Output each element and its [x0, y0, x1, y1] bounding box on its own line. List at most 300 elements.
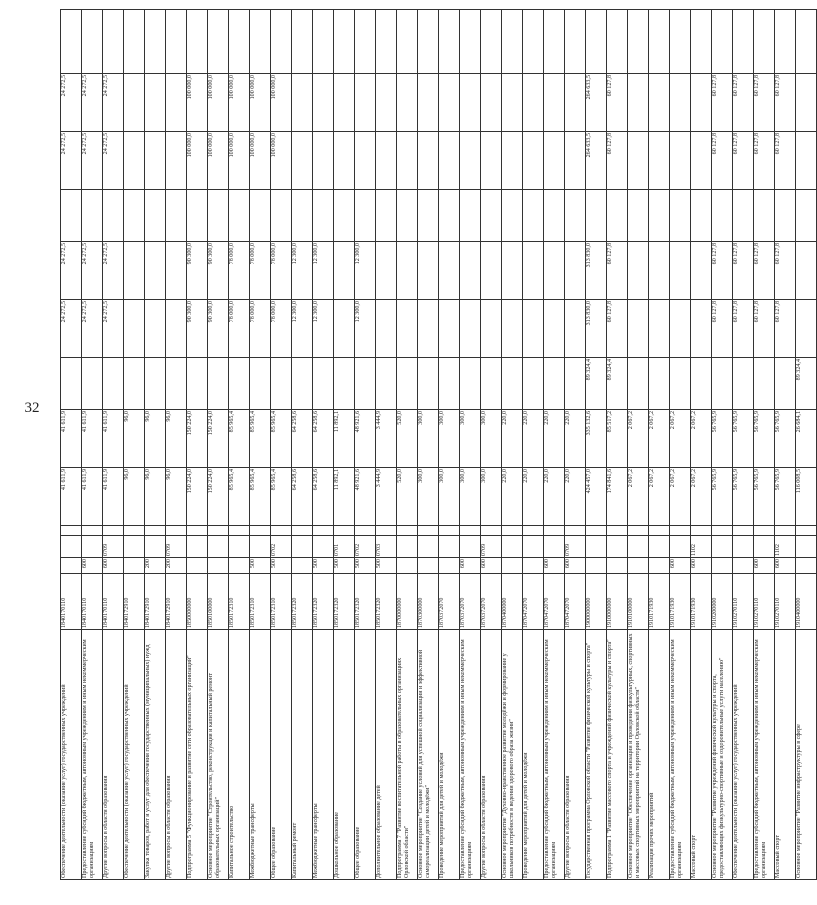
row-value-2: 300,0 — [439, 410, 460, 468]
row-section: 0702 — [271, 536, 292, 558]
row-value-2: 220,0 — [502, 410, 523, 468]
row-value-1: 56 765,9 — [754, 468, 775, 526]
row-value-1: 220,0 — [544, 468, 565, 526]
row-value-1: 220,0 — [565, 468, 586, 526]
row-value-8 — [628, 74, 649, 132]
row-value-2: 56 765,9 — [775, 410, 796, 468]
row-name: Реализация прочих мероприятий — [649, 630, 670, 880]
row-value-8 — [523, 74, 544, 132]
row-name: Проведение мероприятий для детей и молодёжи — [439, 630, 460, 880]
row-value-3: 89 324,4 — [586, 358, 607, 410]
row-value-8 — [397, 74, 418, 132]
row-section: 0701 — [334, 536, 355, 558]
row-value-3 — [523, 358, 544, 410]
row-value-9 — [502, 10, 523, 74]
table-row — [103, 10, 124, 880]
row-value-4 — [796, 300, 817, 358]
row-value-8 — [481, 74, 502, 132]
row-value-7: 100 000,0 — [250, 132, 271, 190]
table-row — [397, 10, 418, 880]
row-value-7 — [166, 132, 187, 190]
row-code: 1910200000 — [712, 574, 733, 630]
row-value-2: 335 132,6 — [586, 410, 607, 468]
row-value-7 — [544, 132, 565, 190]
row-value-7 — [334, 132, 355, 190]
row-value-8: 60 127,8 — [733, 74, 754, 132]
row-value-7 — [796, 132, 817, 190]
row-code: 1840170110 — [61, 574, 82, 630]
row-value-3 — [712, 358, 733, 410]
row-value-2: 220,0 — [523, 410, 544, 468]
row-value-4: 24 272,5 — [61, 300, 82, 358]
row-value-7 — [439, 132, 460, 190]
row-value-7: 100 000,0 — [271, 132, 292, 190]
row-value-5 — [628, 242, 649, 300]
row-value-5: 60 127,8 — [733, 242, 754, 300]
row-value-2: 96,0 — [124, 410, 145, 468]
row-value-9 — [292, 10, 313, 74]
row-value-9 — [481, 10, 502, 74]
row-section — [439, 536, 460, 558]
row-value-1: 220,0 — [523, 468, 544, 526]
row-value-2: 85 965,4 — [229, 410, 250, 468]
row-code: 1910000000 — [607, 574, 628, 630]
row-expense-type — [124, 558, 145, 574]
row-value-5 — [145, 242, 166, 300]
row-value-8 — [502, 74, 523, 132]
row-value-7: 264 633,5 — [586, 132, 607, 190]
row-value-5 — [124, 242, 145, 300]
row-value-5 — [691, 242, 712, 300]
row-section: 0702 — [355, 536, 376, 558]
row-value-6 — [166, 190, 187, 242]
row-value-4: 12 300,0 — [313, 300, 334, 358]
row-value-3 — [145, 358, 166, 410]
row-expense-type: 500 — [376, 558, 397, 574]
row-code: 1850172320 — [334, 574, 355, 630]
row-blank — [166, 526, 187, 536]
row-value-2: 64 258,6 — [292, 410, 313, 468]
row-name: Проведение мероприятий для детей и молодёжи — [523, 630, 544, 880]
row-value-8: 100 000,0 — [250, 74, 271, 132]
row-value-9 — [208, 10, 229, 74]
row-section — [82, 536, 103, 558]
row-value-2: 220,0 — [565, 410, 586, 468]
row-section — [628, 536, 649, 558]
row-section — [523, 536, 544, 558]
row-value-2: 56 765,9 — [712, 410, 733, 468]
row-value-3 — [103, 358, 124, 410]
row-name: Другие вопросы в области образования — [565, 630, 586, 880]
row-value-9 — [124, 10, 145, 74]
row-name: Предоставление субсидий бюджетным, автономным учреждениям и иным некоммерческим организациям — [82, 630, 103, 880]
row-value-2: 3 444,9 — [376, 410, 397, 468]
table-row — [586, 10, 607, 880]
row-value-6 — [544, 190, 565, 242]
row-blank — [145, 526, 166, 536]
row-name: Межбюджетные трансферты — [250, 630, 271, 880]
row-value-3: 89 324,4 — [796, 358, 817, 410]
row-value-5 — [376, 242, 397, 300]
row-blank — [670, 526, 691, 536]
row-expense-type — [502, 558, 523, 574]
row-value-9 — [334, 10, 355, 74]
row-value-3 — [439, 358, 460, 410]
row-value-5: 90 300,0 — [208, 242, 229, 300]
row-value-1: 41 611,9 — [82, 468, 103, 526]
row-value-4: 60 127,8 — [775, 300, 796, 358]
row-name: Предоставление субсидий бюджетным, автономным учреждениям и иным некоммерческим организациям — [460, 630, 481, 880]
row-value-4 — [523, 300, 544, 358]
row-value-1: 2 067,2 — [649, 468, 670, 526]
row-value-4 — [460, 300, 481, 358]
row-value-2: 520,0 — [397, 410, 418, 468]
row-value-8: 100 000,0 — [229, 74, 250, 132]
row-section — [229, 536, 250, 558]
row-value-8 — [691, 74, 712, 132]
row-value-7 — [628, 132, 649, 190]
row-name: Обеспечение деятельности (оказание услуг) государственных учреждений — [61, 630, 82, 880]
row-section — [796, 536, 817, 558]
row-value-5 — [166, 242, 187, 300]
row-value-1: 2 067,2 — [628, 468, 649, 526]
row-name: Дошкольное образование — [334, 630, 355, 880]
row-value-5: 78 000,0 — [250, 242, 271, 300]
row-value-7 — [481, 132, 502, 190]
row-value-1: 300,0 — [460, 468, 481, 526]
row-value-9 — [586, 10, 607, 74]
row-value-7 — [460, 132, 481, 190]
row-blank — [754, 526, 775, 536]
row-value-4 — [628, 300, 649, 358]
row-code: 1850172310 — [271, 574, 292, 630]
row-value-3 — [166, 358, 187, 410]
table-row — [166, 10, 187, 880]
row-value-6 — [271, 190, 292, 242]
row-expense-type: 200 — [166, 558, 187, 574]
row-value-8 — [313, 74, 334, 132]
row-value-1: 300,0 — [481, 468, 502, 526]
row-blank — [628, 526, 649, 536]
row-value-9 — [166, 10, 187, 74]
row-value-9 — [229, 10, 250, 74]
row-code: 1850172320 — [355, 574, 376, 630]
row-value-8 — [376, 74, 397, 132]
row-value-4: 78 000,0 — [229, 300, 250, 358]
row-value-5 — [418, 242, 439, 300]
row-value-3 — [397, 358, 418, 410]
row-blank — [334, 526, 355, 536]
row-name: Основное мероприятие "Обеспечение организации и проведения физкультурных, спортивных и массовых спортивных мероприятий на территории Орловской области" — [628, 630, 649, 880]
row-section — [250, 536, 271, 558]
row-section: 0709 — [103, 536, 124, 558]
row-value-9 — [313, 10, 334, 74]
row-code: 1840170110 — [82, 574, 103, 630]
budget-table-container — [60, 10, 802, 880]
row-expense-type: 600 — [481, 558, 502, 574]
row-value-4 — [397, 300, 418, 358]
row-name: Общее образование — [271, 630, 292, 880]
row-value-6 — [376, 190, 397, 242]
row-value-3 — [208, 358, 229, 410]
row-section: 0709 — [565, 536, 586, 558]
row-value-8 — [796, 74, 817, 132]
row-code: 1840170110 — [103, 574, 124, 630]
row-value-7 — [523, 132, 544, 190]
row-value-9 — [796, 10, 817, 74]
row-value-8: 100 000,0 — [187, 74, 208, 132]
table-row — [544, 10, 565, 880]
row-value-8: 60 127,8 — [712, 74, 733, 132]
row-value-3 — [292, 358, 313, 410]
row-value-5: 12 300,0 — [355, 242, 376, 300]
row-name: Другие вопросы в области образования — [481, 630, 502, 880]
row-name: Подпрограмма 1 "Развитие массового спорта и учреждений физической культуры и спорта" — [607, 630, 628, 880]
row-expense-type: 600 — [691, 558, 712, 574]
row-value-2: 300,0 — [418, 410, 439, 468]
row-value-7 — [355, 132, 376, 190]
row-expense-type — [586, 558, 607, 574]
row-expense-type: 600 — [460, 558, 481, 574]
row-value-2: 26 684,1 — [796, 410, 817, 468]
row-code: 1850000000 — [187, 574, 208, 630]
row-value-8 — [565, 74, 586, 132]
row-blank — [481, 526, 502, 536]
row-value-9 — [544, 10, 565, 74]
row-value-4: 90 300,0 — [208, 300, 229, 358]
row-value-3 — [418, 358, 439, 410]
row-value-2: 41 611,9 — [61, 410, 82, 468]
row-value-2: 85 965,4 — [250, 410, 271, 468]
row-value-1: 85 965,4 — [271, 468, 292, 526]
row-name: Закупка товаров, работ и услуг для обеспечения государственных (муниципальных) нужд — [145, 630, 166, 880]
row-code: 1850172310 — [250, 574, 271, 630]
row-expense-type — [292, 558, 313, 574]
row-value-8 — [544, 74, 565, 132]
row-code: 1910270110 — [754, 574, 775, 630]
row-value-8: 100 000,0 — [208, 74, 229, 132]
row-value-4: 78 000,0 — [271, 300, 292, 358]
row-value-2: 41 611,9 — [82, 410, 103, 468]
row-value-7: 24 272,5 — [61, 132, 82, 190]
row-value-1: 300,0 — [418, 468, 439, 526]
table-row — [691, 10, 712, 880]
row-value-7: 60 127,8 — [607, 132, 628, 190]
row-section — [649, 536, 670, 558]
row-value-5: 60 127,8 — [754, 242, 775, 300]
row-value-1: 220,0 — [502, 468, 523, 526]
row-section — [313, 536, 334, 558]
row-code: 1840172910 — [145, 574, 166, 630]
row-expense-type: 500 — [334, 558, 355, 574]
row-value-3 — [355, 358, 376, 410]
row-value-1: 64 258,6 — [313, 468, 334, 526]
row-blank — [586, 526, 607, 536]
table-row — [649, 10, 670, 880]
row-value-7: 60 127,8 — [712, 132, 733, 190]
row-name: Межбюджетные трансферты — [313, 630, 334, 880]
row-value-8 — [418, 74, 439, 132]
row-value-3 — [313, 358, 334, 410]
row-value-4 — [376, 300, 397, 358]
row-value-3 — [460, 358, 481, 410]
row-value-2: 2 067,2 — [649, 410, 670, 468]
row-value-4: 60 127,8 — [754, 300, 775, 358]
row-value-7 — [649, 132, 670, 190]
row-expense-type — [61, 558, 82, 574]
row-section — [124, 536, 145, 558]
row-name: Государственная программа Орловской области "Развитие физической культуры и спорта" — [586, 630, 607, 880]
row-expense-type: 500 — [313, 558, 334, 574]
row-section — [733, 536, 754, 558]
row-value-3 — [628, 358, 649, 410]
row-value-6 — [502, 190, 523, 242]
row-value-8 — [439, 74, 460, 132]
row-value-2: 220,0 — [544, 410, 565, 468]
table-row — [481, 10, 502, 880]
row-name: Подпрограмма 5 "Функционирование и развитие сети образовательных организаций" — [187, 630, 208, 880]
row-name: Основное мероприятие "Духовно-нравственное развитие молодёжи и формирование у школьников потребности в ведении здорового образа жизни" — [502, 630, 523, 880]
row-value-9 — [523, 10, 544, 74]
row-value-5 — [565, 242, 586, 300]
row-value-6 — [565, 190, 586, 242]
row-value-1: 300,0 — [439, 468, 460, 526]
row-blank — [544, 526, 565, 536]
row-value-5: 60 127,8 — [712, 242, 733, 300]
row-value-5 — [481, 242, 502, 300]
row-value-7: 24 272,5 — [82, 132, 103, 190]
row-value-2: 48 921,6 — [355, 410, 376, 468]
row-name: Капитальный ремонт — [292, 630, 313, 880]
row-blank — [607, 526, 628, 536]
row-value-7: 100 000,0 — [208, 132, 229, 190]
table-row — [754, 10, 775, 880]
row-value-9 — [145, 10, 166, 74]
row-expense-type — [523, 558, 544, 574]
row-name: Основное мероприятие "Развитие инфраструктуры в сфере — [796, 630, 817, 880]
row-value-9 — [271, 10, 292, 74]
row-value-1: 150 224,0 — [187, 468, 208, 526]
row-name: Предоставление субсидий бюджетным, автономным учреждениям и иным некоммерческим организациям — [544, 630, 565, 880]
row-value-7 — [292, 132, 313, 190]
row-value-5 — [334, 242, 355, 300]
table-row — [733, 10, 754, 880]
row-value-8 — [460, 74, 481, 132]
row-value-4: 78 000,0 — [250, 300, 271, 358]
row-value-9 — [565, 10, 586, 74]
row-value-7 — [313, 132, 334, 190]
page-number: 32 — [24, 400, 40, 416]
row-value-3 — [187, 358, 208, 410]
row-value-2: 96,0 — [145, 410, 166, 468]
row-value-5: 313 830,0 — [586, 242, 607, 300]
row-expense-type — [796, 558, 817, 574]
row-value-5 — [649, 242, 670, 300]
table-row — [565, 10, 586, 880]
row-expense-type: 600 — [103, 558, 124, 574]
row-code: 1850100000 — [208, 574, 229, 630]
row-value-1: 48 921,6 — [355, 468, 376, 526]
row-value-4: 60 127,8 — [733, 300, 754, 358]
row-value-9 — [187, 10, 208, 74]
row-value-5: 60 127,8 — [607, 242, 628, 300]
row-value-9 — [103, 10, 124, 74]
row-value-5 — [460, 242, 481, 300]
row-value-5 — [502, 242, 523, 300]
row-code: 1870300000 — [418, 574, 439, 630]
row-value-9 — [439, 10, 460, 74]
row-section — [712, 536, 733, 558]
table-row — [670, 10, 691, 880]
row-blank — [775, 526, 796, 536]
row-value-8: 60 127,8 — [607, 74, 628, 132]
row-blank — [712, 526, 733, 536]
row-value-8 — [124, 74, 145, 132]
row-expense-type: 600 — [544, 558, 565, 574]
row-expense-type — [439, 558, 460, 574]
row-expense-type: 500 — [271, 558, 292, 574]
row-value-7 — [145, 132, 166, 190]
row-code: 1910270110 — [733, 574, 754, 630]
row-value-6 — [397, 190, 418, 242]
row-value-1: 150 224,0 — [208, 468, 229, 526]
row-value-2: 85 517,2 — [607, 410, 628, 468]
row-value-4: 60 127,8 — [607, 300, 628, 358]
row-blank — [439, 526, 460, 536]
row-value-2: 41 611,9 — [103, 410, 124, 468]
row-value-8: 100 000,0 — [271, 74, 292, 132]
row-value-9 — [691, 10, 712, 74]
row-expense-type: 600 — [670, 558, 691, 574]
row-value-4: 24 272,5 — [103, 300, 124, 358]
table-row — [523, 10, 544, 880]
row-value-7: 100 000,0 — [229, 132, 250, 190]
row-expense-type — [208, 558, 229, 574]
row-value-3 — [649, 358, 670, 410]
row-value-2: 2 067,2 — [628, 410, 649, 468]
row-value-2: 56 765,9 — [733, 410, 754, 468]
row-value-3 — [82, 358, 103, 410]
row-value-9 — [418, 10, 439, 74]
row-blank — [355, 526, 376, 536]
row-section: 1102 — [691, 536, 712, 558]
row-value-5: 24 272,5 — [61, 242, 82, 300]
row-value-5: 24 272,5 — [82, 242, 103, 300]
row-value-4 — [145, 300, 166, 358]
row-value-4: 60 127,8 — [712, 300, 733, 358]
row-blank — [124, 526, 145, 536]
row-name: Предоставление субсидий бюджетным, автономным учреждениям и иным некоммерческим организациям — [670, 630, 691, 880]
row-value-6 — [187, 190, 208, 242]
row-blank — [649, 526, 670, 536]
row-value-6 — [607, 190, 628, 242]
row-name: Массовый спорт — [691, 630, 712, 880]
row-code: 1910100000 — [628, 574, 649, 630]
row-value-3 — [733, 358, 754, 410]
row-value-1: 116 008,5 — [796, 468, 817, 526]
row-value-9 — [712, 10, 733, 74]
row-value-7 — [376, 132, 397, 190]
row-name: Основное мероприятие "Развитие учреждений физической культуры и спорта, предоставляющих физкультурно-спортивные и оздоровительные услуги населению" — [712, 630, 733, 880]
row-expense-type — [712, 558, 733, 574]
row-blank — [397, 526, 418, 536]
row-value-7 — [418, 132, 439, 190]
row-value-4 — [334, 300, 355, 358]
row-value-8 — [649, 74, 670, 132]
table-row — [460, 10, 481, 880]
row-value-6 — [670, 190, 691, 242]
row-expense-type: 600 — [754, 558, 775, 574]
